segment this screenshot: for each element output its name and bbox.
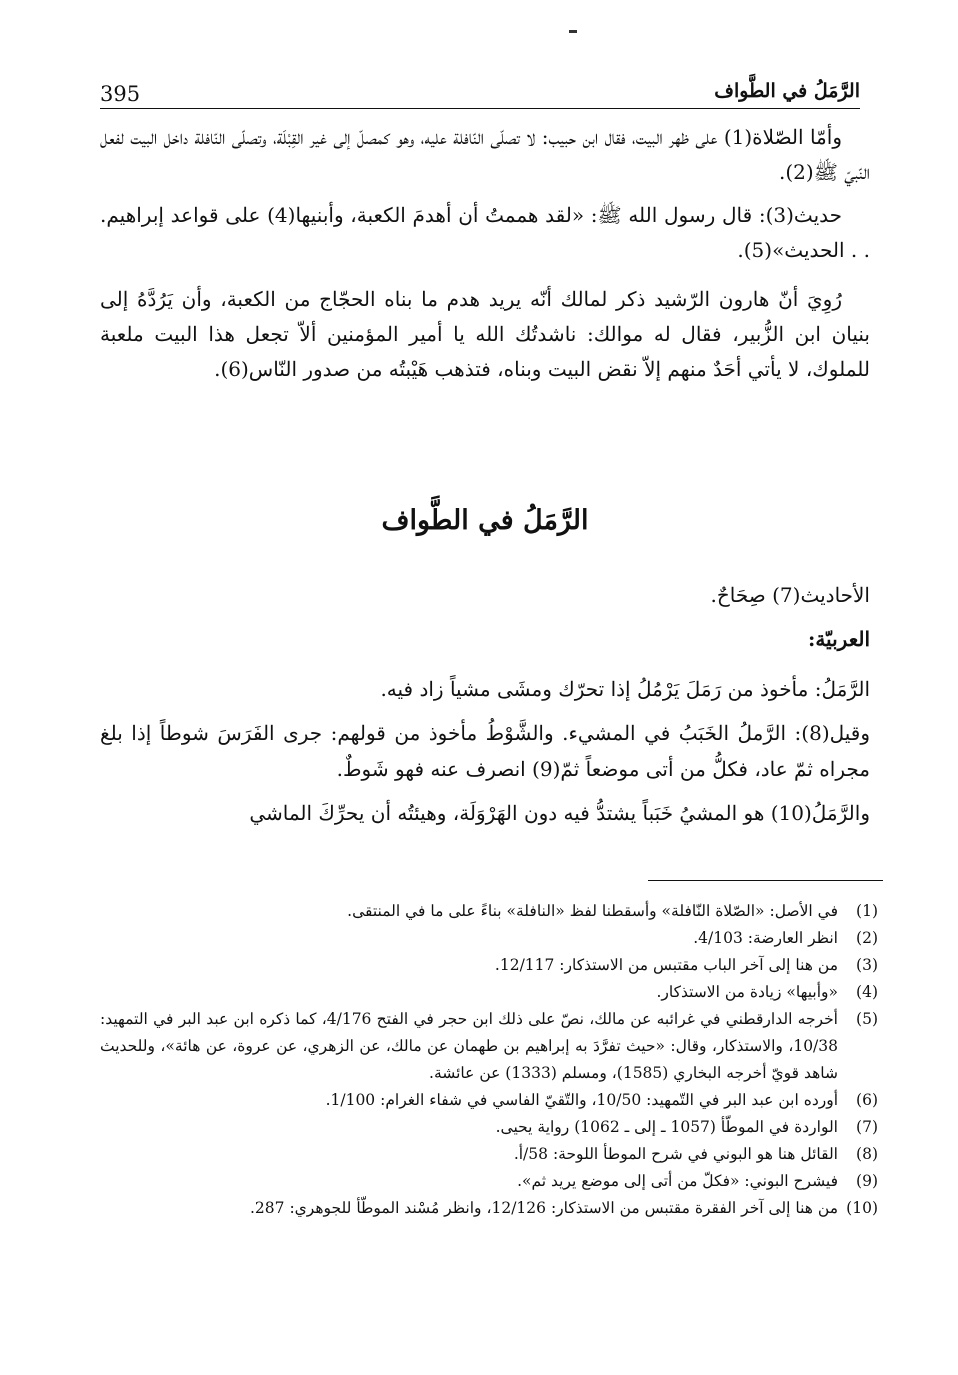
section-body [100,577,870,831]
section-heading: الرَّمَلُ في الطَّواف [381,505,589,536]
footnote-text: الواردة في الموطّأ (1057 ـ إلى ـ 1062) رواية يحيى. [495,1118,838,1136]
footnote-number: (3) [856,956,878,974]
footnote-text: من هنا إلى آخر الفقرة مقتبس من الاستذكار: 12/126، وانظر مُسْند الموطّأ للجوهري: 287. [249,1199,838,1217]
footnote-rule [648,880,883,881]
footnote-number: (1) [856,902,878,920]
footnote-text: فيشرح البوني: «فكلّ من أتى إلى موضع يريد ثم». [517,1172,838,1190]
footnote [100,898,878,925]
page-number: 395 [100,82,141,106]
footnote-text: القائل هنا هو البوني في شرح الموطأ اللوحة: 58/أ. [513,1145,838,1163]
body-text [100,120,870,387]
footnote-text: انظر العارضة: 4/103. [693,929,838,947]
footnote [100,1006,878,1087]
arabic-label: العربيّة: [807,627,870,651]
footnote-number: (8) [856,1145,878,1163]
footnote-text: من هنا إلى آخر الباب مقتبس من الاستذكار: 12/117. [494,956,838,974]
footnote-text: «وأبيها» زيادة من الاستذكار. [656,983,838,1001]
footnote [100,1168,878,1195]
definition-ramal: الرَّمَلُ: مأخوذ من رَمَلَ يَرْمُلُ إذا تحرّك ومشَى مشياً زاد فيه. [380,677,870,701]
footnote-number: (5) [856,1010,878,1028]
definition-ramal-manner: والرَّمَلُ(10) هو المشيُ خَبَباً يشتدُّ فيه دون الهَرْوَلَة، وهيئتُه أن يحرِّكَ الماشي [249,801,870,825]
paragraph-prayer-on-kaaba: وأمّا الصّلاة(1) على ظهر البيت، فقال ابن حبيب: لا تصلّى النّافلة عليه، وهو كمصلّ إلى غير القِبْلَة، وتصلّى النّافلة داخل البيت لفعل النّبيّ ﷺ(2). [100,125,870,184]
paragraph-hadith: حديث(3): قال رسول الله ﷺ: «لقد هممتُ أن أهدمَ الكعبة، وأبنيها(4) على قواعد إبراهيم. . . الحديث»(5). [100,203,870,262]
footnote-number: (6) [856,1091,878,1109]
running-head-title: الرَّمَلُ في الطَّواف [714,80,860,102]
footnote [100,1114,878,1141]
footnote [100,1087,878,1114]
hadith-line: الأحاديث(7) صِحَاحٌ. [710,583,870,607]
footnote [100,979,878,1006]
footnote-text: في الأصل: «الصّلاة النّافلة» وأسقطنا لفظ «النافلة» بناءً على ما في المنتقى. [347,902,838,920]
footnote [100,1195,878,1222]
footnote-number: (7) [856,1118,878,1136]
footnote-number: (2) [856,929,878,947]
footnote [100,1141,878,1168]
footnote-number: (9) [856,1172,878,1190]
footnote-number: (10) [846,1199,878,1217]
running-head [100,68,860,109]
top-mark [569,30,577,33]
footnote [100,952,878,979]
footnote-text: أورده ابن عبد البر في التّمهيد: 10/50، والتّقيّ الفاسي في شفاء الغرام: 1/100. [325,1091,838,1109]
footnote [100,925,878,952]
footnote-text: أخرجه الدارقطني في غرائبه عن مالك، نصّ على ذلك ابن حجر في الفتح 4/176، كما ذكره ابن عبد البر في التمهيد: 10/38، والاستذكار، وقال: «حيث تفرَّدَ به إبراهيم بن طهمان عن مالك، عن الزهري، عن عروة، عن هائة»، وللحديث شاهد قويّ أخرجه البخاري (1585)، ومسلم (1333) عن عائشة. [100,1010,838,1082]
definition-shawt: وقيل(8): الرَّملُ الخَبَبُ في المشيء. والشَّوْطُ مأخوذ من قولهم: جرى الفَرَسَ شوطاً إذا بلغ مجراه ثمّ عاد، فكلُّ من أتى موضعاً ثمّ(9) انصرف عنه فهو شَوطٌ. [100,721,871,781]
footnotes [100,898,878,1222]
paragraph-harun-rashid: رُوِيَ أنّ هارون الرّشيد ذكر لمالك أنّه يريد هدم ما بناه الحجّاج من الكعبة، وأن يَرُدَّهُ إلى بنيان ابن الزُّبير، فقال له موالك: ناشدتُك الله يا أمير المؤمنين ألاّ تجعل هذا البيت ملعبة للملوك، لا يأتي أحَدٌ منهم إلاّ نقض البيت وبناه، فتذهب هَيْبتُه من صدور النّاس(6). [100,287,870,381]
footnote-number: (4) [856,983,878,1001]
